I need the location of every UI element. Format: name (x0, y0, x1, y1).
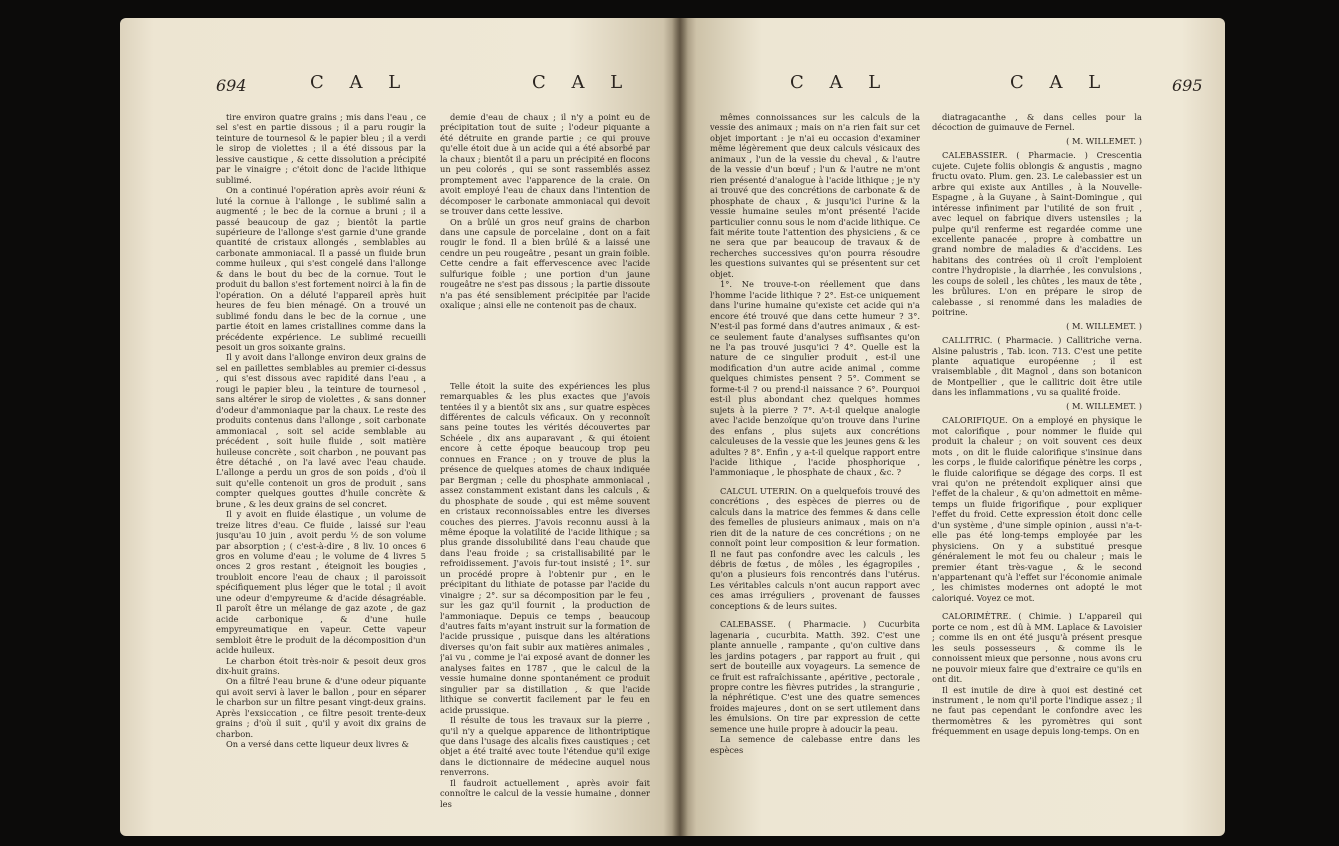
paragraph: Il y avoit dans l'allonge environ deux grains de sel en paillettes semblables au premier ci-dessus , qui s'est dissous avec rapidité dans l'eau , a rougi le papier bleu , la teinture de tournesol , sans altérer le sirop de violettes , & sans donner d'odeur d'ammoniaque par la chaux. Le reste des produits contenus dans l'allonge , soit carbonate ammoniacal , soit sel acide semblable au précédent , soit huile fluide , soit matière huileuse concrète , soit charbon , ne pouvant pas être détaché , on l'a lavé avec l'eau chaude. L'allonge a perdu un gros de son poids , d'où il suit qu'elle contenoit un gros de produit , sans compter quelques gouttes d'huile concrète & brune , & les deux grains de sel concret. (216, 352, 426, 509)
entry-calebassier: CALEBASSIER. ( Pharmacie. ) Crescentia cujete. Cujete foliis oblongis & angustis , magno fructu ovato. Plum. gen. 23. Le calebassier est un arbre qui existe aux Antilles , à la Nouvelle-Espagne , à la Guyane , à Saint-Domingue , qui intéresse infiniment par l'utilité de son fruit , avec lequel on fabrique divers ustensiles ; la pulpe qu'il renferme est regardée comme une excellente panacée , propre à combattre un grand nombre de maladies & d'accidens. Les habitans des contrées où il croît l'emploient contre l'hydropisie , la diarrhée , les convulsions , les coups de soleil , les chûtes , les maux de tête , les brûlures. L'on en prépare le sirop de calebasse , si renommé dans les maladies de poitrine. (932, 150, 1142, 318)
author-signature: ( M. WILLEMET. ) (1066, 400, 1142, 411)
right-page-column-1 (710, 112, 920, 812)
paragraph: On a versé dans cette liqueur deux livres & (226, 739, 409, 750)
paragraph: 1°. Ne trouve-t-on réellement que dans l'homme l'acide lithique ? 2°. Est-ce uniquement dans l'urine humaine qu'existe cet acide qui n'a encore été trouvé que dans cette humeur ? 3°. N'est-il pas formé dans d'autres animaux , & est-ce seulement faute d'analyses suffisantes qu'on ne l'a pas trouvé jusqu'ici ? 4°. Quelle est la nature de ce singulier produit , est-il une modification d'un autre acide animal , comme quelques chimistes pensent ? 5°. Comment se forme-t-il ? ou prend-il naissance ? 6°. Pourquoi est-il plus abondant chez quelques hommes sujets à la pierre ? 7°. A-t-il quelque analogie avec l'acide benzoïque qu'on trouve dans l'urine des enfans , plus sujets aux concrétions calculeuses de la vessie que les jeunes gens & les adultes ? 8°. Enfin , y a-t-il quelque rapport entre l'acide lithique , l'acide phosphorique , l'ammoniaque , le phosphate de chaux , &c. ? (710, 279, 920, 478)
right-page-column-2 (932, 112, 1142, 812)
entry-callitric: CALLITRIC. ( Pharmacie. ) Callitriche verna. Alsine palustris , Tab. icon. 713. C'est une petite plante aquatique européenne ; il est vraisemblable , dit Magnol , dans son botanicon de Montpellier , que le callitric doit être utile dans les inflammations , vu sa qualité froide. (932, 335, 1142, 398)
running-head-left-2: C A L (532, 72, 633, 93)
page-number-left: 694 (216, 76, 247, 95)
paragraph: Telle étoit la suite des expériences les plus remarquables & les plus exactes que j'avois tentées il y a bientôt six ans , sur quatre espèces différentes de calculs véficaux. On y reconnoît sans peine toutes les vérités découvertes par Schéele , dix ans auparavant , & qui étoient encore à cette époque beaucoup trop peu connues en France ; on y trouve de plus la présence de quelques atomes de chaux indiquée par Bergman ; celle du phosphate ammoniacal , assez constamment existant dans les calculs , & du phosphate de soude , qui est même souvent en cristaux reconnoissables entre les diverses couches des pierres. J'avois reconnu aussi à la même époque la volatilité de l'acide lithique ; sa plus grande dissolubilité dans l'eau chaude que dans l'eau froide ; sa cristallisabilité par le refroidissement. J'avois fur-tout insisté ; 1°. sur un procédé propre à l'obtenir pur , en le précipitant du lithiate de potasse par l'acide du vinaigre ; 2°. sur sa décomposition par le feu , sur les gaz qu'il fournit , la production de l'ammoniaque. Depuis ce temps , beaucoup d'autres faits m'ayant instruit sur la formation de l'acide prussique , puisque dans les altérations diverses qu'on fait subir aux matières animales , j'ai vu , comme je l'ai exposé avant de donner les analyses faites en 1787 , que le calcul de la vessie humaine donne spontanément ce produit singulier par sa distillation , & que l'acide lithique se convertit facilement par le feu en acide prussique. (440, 380, 650, 715)
paragraph: On a brûlé un gros neuf grains de charbon dans une capsule de porcelaine , dont on a fait rougir le fond. Il a bien brûlé & a laissé une cendre un peu rougeâtre , pesant un grain foible. Cette cendre a fait effervescence avec l'acide sulfurique foible ; une portion d'un jaune rougeâtre ne s'est pas dissous ; la partie dissoute n'a pas été sensiblement précipitée par l'acide oxalique ; ainsi elle ne contenoit pas de chaux. (440, 216, 650, 311)
paragraph: demie d'eau de chaux ; il n'y a point eu de précipitation tout de suite ; l'odeur piquante a été détruite en grande partie ; ce qui prouve qu'elle étoit due à un acide qui a été absorbé par la chaux ; bientôt il a paru un précipité en flocons un peu colorés , qui se sont rassemblés assez promptement avec l'apparence de la craie. On avoit employé l'eau de chaux dans l'intention de décomposer le carbonate ammoniacal qui devoit se trouver dans cette lessive. (440, 112, 650, 217)
paragraph: On a continué l'opération après avoir réuni & luté la cornue à l'allonge , le sublimé salin a augmenté ; le bec de la cornue a bruni ; il a passé beaucoup de gaz ; bientôt la partie supérieure de l'allonge s'est garnie d'une grande quantité de cristaux allongés , semblables au carbonate ammoniacal. Il a passé un fluide brun comme huileux , qui s'est congelé dans l'allonge & dans le bout du bec de la cornue. Tout le produit du ballon s'est fortement noirci à la fin de l'opération. On a déluté l'appareil après huit heures de feu bien ménagé. On a trouvé un sublimé fondu dans le bec de la cornue , une partie étoit en lames cristallines comme dans la précédente expérience. Le sublimé recueilli pesoit un gros soixante grains. (216, 185, 426, 352)
page-number-right: 695 (1172, 76, 1203, 95)
paragraph: Il est inutile de dire à quoi est destiné cet instrument , le nom qu'il porte l'indique assez ; il ne faut pas cependant le confondre avec les thermomètres & les pyromètres qui sont fréquemment en usage depuis long-temps. On en (932, 684, 1142, 737)
paragraph: mêmes connoissances sur les calculs de la vessie des animaux ; mais on n'a rien fait sur cet objet important : je n'ai eu occasion d'examiner même légèrement que deux calculs vésicaux des animaux , l'un de la vessie du cheval , & l'autre de la vessie d'un bœuf ; l'un & l'autre ne m'ont rien présenté d'analogue à l'acide lithique ; je n'y ai trouvé que des concrétions de carbonate & de phosphate de chaux , & jusqu'ici l'urine & la vessie humaine seules m'ont présenté l'acide particulier connu sous le nom d'acide lithique. Ce fait mérite toute l'attention des physiciens , & ce ne sera que par beaucoup de travaux & de recherches successives qu'on pourra résoudre les questions suivantes qui se présentent sur cet objet. (710, 112, 920, 279)
left-page (120, 18, 680, 836)
paragraph: Il y avoit en fluide élastique , un volume de treize litres d'eau. Ce fluide , laissé sur l'eau jusqu'au 10 juin , avoit perdu ½ de son volume par absorption ; ( c'est-à-dire , 8 liv. 10 onces 6 gros en volume d'eau ; le volume de 4 livres 5 onces 2 gros restant , éteignoit les bougies , troubloit encore l'eau de chaux ; il paroissoit spécifiquement plus léger que le total ; il avoit une odeur d'empyreume & d'acide désagréable. Il paroît être un mélange de gaz azote , de gaz acide carbonique , & d'une huile empyreumatique en vapeur. Cette vapeur sembloit être le produit de la décomposition d'un acide huileux. (216, 509, 426, 656)
paragraph: On a filtré l'eau brune & d'une odeur piquante qui avoit servi à laver le ballon , pour en séparer le charbon sur un filtre pesant vingt-deux grains. Après l'exsiccation , ce filtre pesoit trente-deux grains ; d'où il suit , qu'il y avoit dix grains de charbon. (216, 676, 426, 739)
paragraph: La semence de calebasse entre dans les espèces (710, 734, 920, 755)
open-book (120, 18, 1225, 836)
paragraph: Il faudroit actuellement , après avoir fait connoître le calcul de la vessie humaine , donner les (440, 777, 650, 809)
book-spine (672, 18, 688, 836)
left-page-column-2 (440, 112, 650, 812)
running-head-right-2: C A L (1010, 72, 1111, 93)
paragraph: diatragacanthe , & dans celles pour la décoction de guimauve de Fernel. (932, 112, 1142, 133)
entry-calcul-uterin: CALCUL UTERIN. On a quelquefois trouvé des concrétions , des espèces de pierres ou de calculs dans la matrice des femmes & dans celle des femelles de plusieurs animaux , mais on n'a rien dit de la nature de ces concrétions ; on ne connoît point leur composition & leur formation. Il ne faut pas confondre avec les calculs , les débris de fœtus , de môles , les égagropiles , qu'on a plusieurs fois rencontrés dans l'utérus. Les véritables calculs n'ont aucun rapport avec ces amas irréguliers , provenant de fausses conceptions & de leurs suites. (710, 485, 920, 611)
running-head-right-1: C A L (790, 72, 891, 93)
entry-calorimetre: CALORIMÈTRE. ( Chimie. ) L'appareil qui porte ce nom , est dû à MM. Laplace & Lavoisier ; comme ils en ont été jusqu'à présent presque les seuls possesseurs , & comme ils le connoissent mieux que personne , nous avons cru ne pouvoir mieux faire que d'extraire ce qu'ils en ont dit. (932, 611, 1142, 685)
paragraph: Le charbon étoit très-noir & pesoit deux gros dix-huit grains. (216, 655, 426, 677)
running-head-left-1: C A L (310, 72, 411, 93)
paragraph: tire environ quatre grains ; mis dans l'eau , ce sel s'est en partie dissous ; il a paru rougir la teinture de tournesol & le papier bleu ; il a verdi le sirop de violettes ; il a été dissous par la lessive caustique , & cette dissolution a précipité par le vinaigre ; c'étoit donc de l'acide lithique sublimé. (216, 112, 426, 185)
left-page-column-1 (216, 112, 426, 812)
author-signature: ( M. WILLEMET. ) (1066, 320, 1142, 331)
entry-calebasse: CALEBASSE. ( Pharmacie. ) Cucurbita lagenaria , cucurbita. Matth. 392. C'est une plante annuelle , rampante , qu'on cultive dans les jardins potagers , par rapport au fruit , qui sert de bouteille aux voyageurs. La semence de ce fruit est rafraîchissante , apéritive , pectorale , propre contre les fièvres putrides , la strangurie , la néphrétique. C'est une des quatre semences froides majeures , dont on se sert utilement dans les émulsions. On tire par expression de cette semence une huile propre à adoucir la peau. (710, 619, 920, 734)
entry-calorifique: CALORIFIQUE. On a employé en physique le mot calorifique , pour nommer le fluide qui produit la chaleur ; on voit souvent ces deux mots , on dit le fluide calorifique s'insinue dans les corps , le fluide calorifique pénètre les corps , le fluide calorifique se dégage des corps. Il est vrai qu'on ne prétendoit expliquer ainsi que l'effet de la chaleur , & qu'on admettoit en même-temps un fluide frigorifique , pour expliquer l'effet du froid. Cette expression étoit donc celle d'un système , d'une simple opinion , aussi n'a-t-elle pas été long-temps employée par les physiciens. On y a substitué presque généralement le mot feu ou chaleur ; mais le premier étant très-vague , & le second n'appartenant qu'à l'effet sur l'économie animale , les chimistes modernes ont adopté le mot caloriqué. Voyez ce mot. (932, 415, 1142, 603)
right-page (680, 18, 1225, 836)
paragraph: Il résulte de tous les travaux sur la pierre , qu'il n'y a quelque apparence de lithontriptique que dans l'usage des alcalis fixes caustiques ; cet objet a été traité avec toute l'étendue qu'il exige dans le dictionnaire de médecine auquel nous renverrons. (440, 715, 650, 778)
author-signature: ( M. WILLEMET. ) (1066, 135, 1142, 146)
